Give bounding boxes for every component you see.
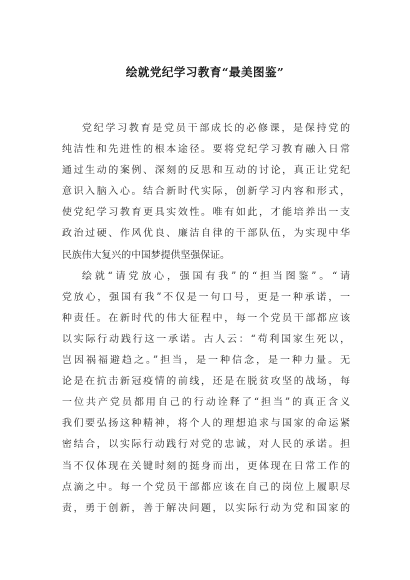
- paragraph-2-line: 密结合，以实际行动践行对党的忠诚，对人民的承诺。担: [62, 439, 350, 451]
- paragraph-2-line: 我们要弘扬这种精神，将个人的理想追求与国家的命运紧: [62, 418, 350, 430]
- paragraph-1-line: 政治过硬、作风优良、廉洁自律的干部队伍，为实现中华: [62, 228, 350, 240]
- paragraph-1-line: 党纪学习教育是党员干部成长的必修课，是保持党的: [82, 123, 350, 134]
- paragraph-2-line: 责，勇于创新，善于解决问题，以实际行动为党和国家的: [62, 502, 350, 514]
- paragraph-2-line: 岂因祸福避趋之。”担当，是一种信念，是一种力量。无: [62, 355, 350, 367]
- paragraph-1-line: 纯洁性和先进性的根本途径。要将党纪学习教育融入日常: [62, 144, 350, 156]
- paragraph-2-line: 绘就“请党放心，强国有我”的“担当图鉴”。“请: [82, 270, 350, 282]
- paragraph-1-line: 使党纪学习教育更具实效性。唯有如此，才能培养出一支: [62, 207, 350, 219]
- paragraph-2-line: 党放心，强国有我”不仅是一句口号，更是一种承诺，一: [62, 291, 350, 303]
- paragraph-1-line: 通过生动的案例、深刻的反思和互动的讨论，真正让党纪: [62, 165, 350, 177]
- paragraph-1-line: 民族伟大复兴的中国梦提供坚强保证。: [62, 249, 230, 261]
- paragraph-2-line: 一位共产党员都用自己的行动诠释了“担当”的真正含义: [62, 397, 350, 409]
- paragraph-2-line: 种责任。在新时代的伟大征程中，每一个党员干部都应该: [62, 312, 350, 324]
- document-body: [62, 118, 350, 519]
- paragraph-2-line: 论是在抗击新冠疫情的前线，还是在脱贫攻坚的战场，每: [62, 376, 350, 388]
- document-title: 绘就党纪学习教育“最美图鉴”: [125, 65, 285, 79]
- paragraph-2-line: 点滴之中。每一个党员干部都应该在自己的岗位上履职尽: [62, 481, 350, 493]
- paragraph-2-line: 当不仅体现在关键时刻的挺身而出，更体现在日常工作的: [62, 460, 350, 472]
- paragraph-1-line: 意识入脑入心。结合新时代实际，创新学习内容和形式，: [62, 186, 350, 198]
- paragraph-2-line: 以实际行动践行这一承诺。古人云：“苟利国家生死以，: [62, 333, 350, 345]
